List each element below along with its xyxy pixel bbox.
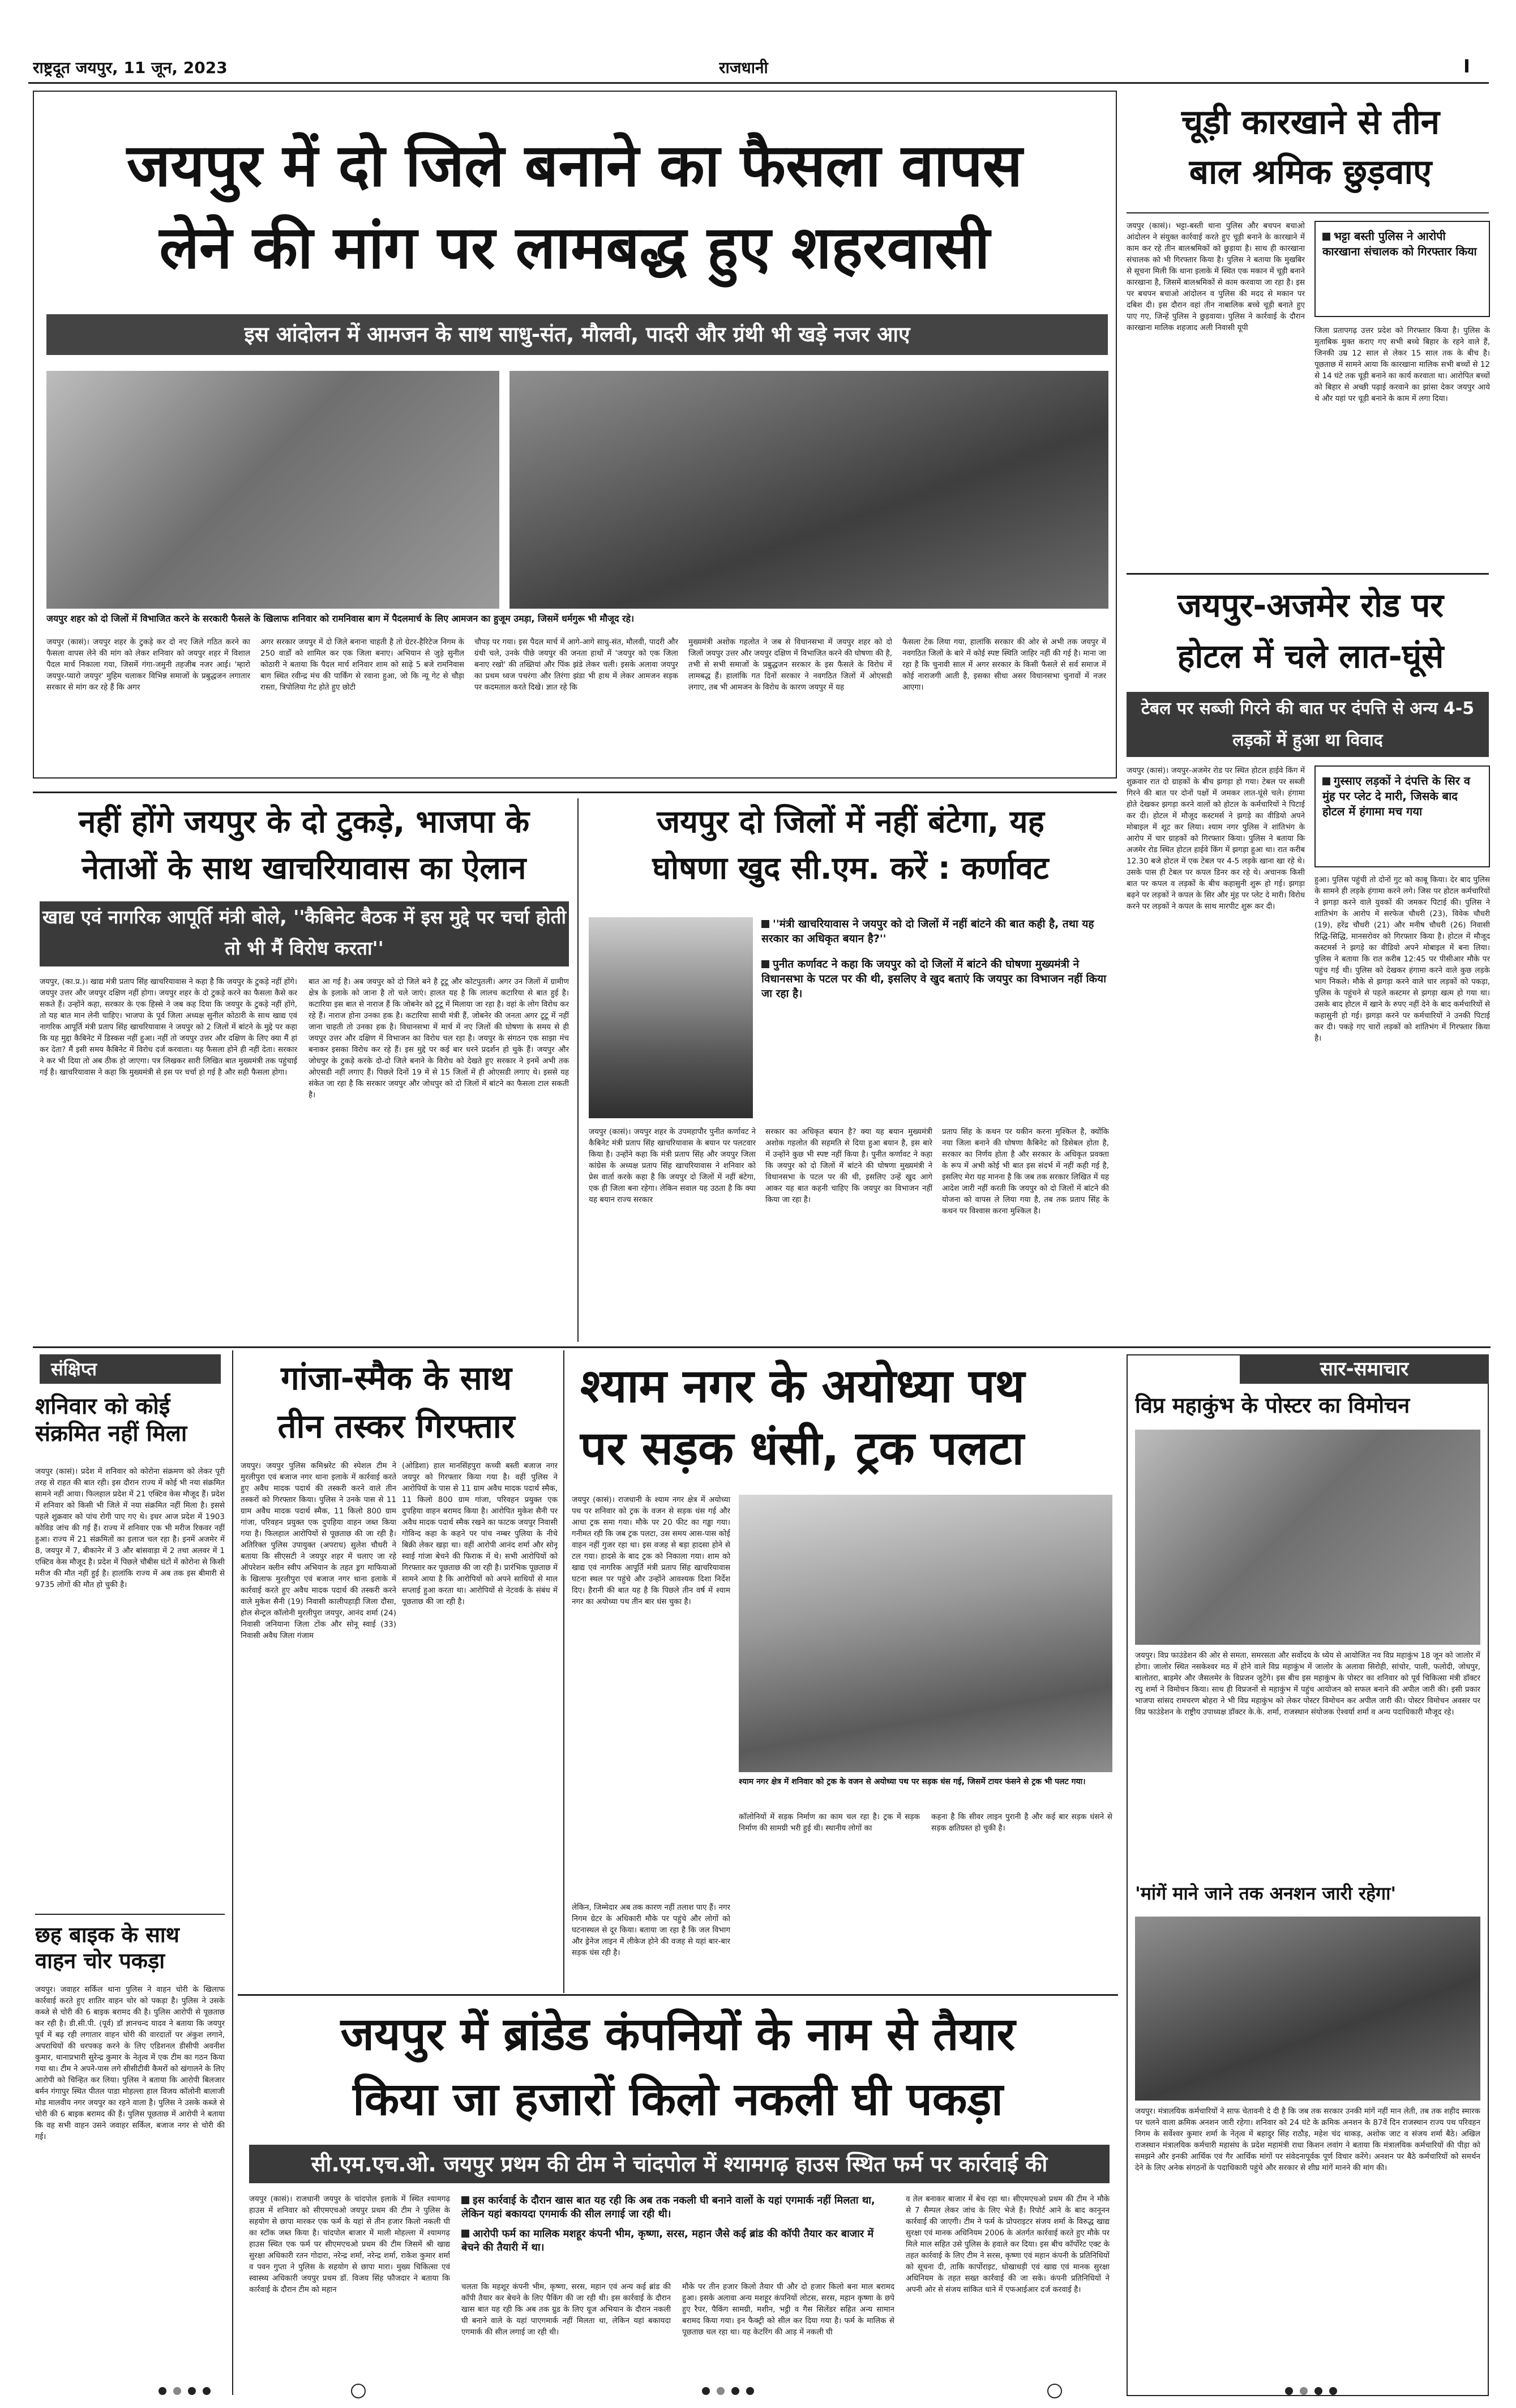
lead-body-col4: मुख्यमंत्री अशोक गहलोत ने जब से विधानसभा में जयपुर शहर को दो जिलों जयपुर उत्तर और जयपुर दक्षिण में विभाजित करने की घोषणा की है, तभी से सभी समाजों के प्रबुद्धजन सरकार के इस फैसले के विरोध में लामबद्ध हैं। हालांकि गत दिनों सरकार ने नवगठित जिलों में ओएसडी लगाए, तब भी आमजन के विरोध के कारण जयपुर में यह: [688, 638, 892, 692]
karnawat-bullet: पुनीत कर्णावट ने कहा कि जयपुर को दो जिलों में बांटने की घोषणा मुख्यमंत्री ने विधानसभा के पटल पर की थी, इसलिए वे खुद बताएं कि जयपुर का विभाजन नहीं किया जा रहा है।: [761, 958, 1107, 1000]
ghee-bullet1: इस कार्रवाई के दौरान खास बात यह रही कि अब तक नकली घी बनाने वालों के यहां एगमार्क नहीं मिलता था, लेकिन यहां बकायदा एगमार्क की सील लगाई जा रही थी।: [461, 2195, 875, 2221]
header-rule: [28, 82, 1489, 84]
header-date: राष्ट्रदूत जयपुर, 11 जून, 2023: [33, 58, 228, 77]
ghee-band: सी.एम.एच.ओ. जयपुर प्रथम की टीम ने चांदपोल में श्यामगढ़ हाउस स्थित फर्म पर कार्रवाई की: [249, 2145, 1110, 2183]
kachariyawas-headline-line2: नेताओं के साथ खाचरियावास का ऐलान: [82, 850, 526, 886]
color-registration-dots-center: [702, 2386, 793, 2400]
kachariyawas-headline-line1: नहीं होंगे जयपुर के दो टुकड़े, भाजपा के: [78, 803, 530, 840]
kachariyawas-band: खाद्य एवं नागरिक आपूर्ति मंत्री बोले, ''कैबिनेट बैठक में इस मुद्दे पर चर्चा होती तो भी मैं विरोध करता'': [40, 901, 569, 966]
bangle-headline-line1: चूड़ी कारखाने से तीन: [1181, 102, 1440, 142]
bangle-rule: [1127, 212, 1489, 213]
hotel-body-col2: हुआ। पुलिस पहुंची तो दोनों गुट को काबू किया। देर बाद पुलिस के सामने ही लड़के हंगामा करने लगे। जिस पर होटल कर्मचारियों ने झगड़ा करने वाले युवकों की जमकर पिटाई की। पुलिस ने शांतिभंग के आरोप में सरफेज चौधरी (23), विवेक चौधरी (19), हरेंद्र चौधरी (21) और मनीष चौधरी (26) निवासी रिद्धि-सिद्धि, मानसरोवर को गिरफ्तार किया है। होटल में मौजूद कस्टमर्स ने झगड़े का वीडियो अपने मोबाइल में बना लिया। पुलिस ने बताया कि रात करीब 12:45 पर पीसीआर मौके पर पहुंच गई थी। पुलिस को देखकर हंगामा करने वाले कुछ लड़के भाग निकले। मौके से झगड़ा करने वाले चार लड़कों को पकड़ा, पुलिस के पहुंचने से पहले कस्टमर से झगड़ा खत्म हो गया था। उसके बाद होटल में खाने के रुपए नहीं देने के बाद कर्मचारियों से कहासुनी हो गई। झगड़ा करने पर कर्मचारियों ने उनकी पिटाई कर दी। पकड़े गए चारों लड़कों को शांतिभंग में गिरफ्तार किया है।: [1314, 875, 1490, 1043]
bullet-square-icon: [761, 920, 769, 928]
saar-item1-photo: [1135, 1430, 1480, 1645]
briefs-label: संक्षिप्त: [40, 1354, 221, 1384]
brief2-headline: छह बाइक के साथ वाहन चोर पकड़ा: [35, 1922, 179, 1973]
shyam-photo-caption: श्याम नगर क्षेत्र में शनिवार को ट्रक के वजन से अयोध्या पथ पर सड़क धंस गई, जिसमें टायर फंसने से ट्रक भी पलट गया।: [739, 1777, 1086, 1786]
bullet-square-icon: [1322, 777, 1330, 785]
mid-rule-top: [33, 792, 1117, 793]
ghee-body-col4: व तेल बनाकर बाजार में बेच रहा था। सीएमएचओ प्रथम की टीम ने मौके से 7 सैम्पल लेकर जांच के लिए भेजे हैं। रिपोर्ट आने के बाद कानूनन कार्रवाई की जाएगी। टीम ने फर्म के प्रोपराइटर संजय शर्मा के विरुद्ध खाद्य सुरक्षा एवं मानक अधिनियम 2006 के अंतर्गत कार्रवाई करते हुए मौके पर मिले माल सहित उसे पुलिस के हवाले कर दिया। इस बीच कॉर्पोरेट एक्ट के तहत कार्रवाई के लिए टीम ने सरस, कृष्णा एवं महान कंपनी के प्रतिनिधियों को सूचना दी, ताकि कार्पोराइट, धोखाधड़ी एवं खाद्य एवं मानक सुरक्षा अधिनियम के तहत सख्त कार्रवाई की जा सके। कंपनी प्रतिनिधियों ने अपनी ओर से संजय सांकित धाने में एफआईआर दर्ज करवाई है।: [906, 2195, 1110, 2294]
lead-photo-2: [509, 371, 1108, 609]
hotel-headline-line1: जयपुर-अजमेर रोड पर: [1177, 586, 1444, 625]
lead-headline-line1: जयपुर में दो जिले बनाने का फैसला वापस: [126, 131, 1023, 200]
karnawat-headline-line1: जयपुर दो जिलों में नहीं बंटेगा, यह: [657, 803, 1044, 840]
shyam-truck-photo: [739, 1495, 1112, 1772]
karnawat-body-col1: जयपुर (कासं)। जयपुर शहर के उपमहापौर पुनीत कर्णावट ने कैबिनेट मंत्री प्रताप सिंह खाचरियावास के बयान पर पलटवार किया है। उन्होंने कहा कि मंत्री प्रताप सिंह और जयपुर जिला कांग्रेस के अध्यक्ष प्रताप सिंह खाचरियावास ने शनिवार को प्रेस वार्ता करके कहा है कि जयपुर दो जिलों में नहीं बंटेगा, एक ही जिला बना रहेगा। लेकिन सवाल यह उठता है कि क्या यह बयान राज्य सरकार: [589, 1127, 756, 1204]
karnawat-body-col2: सरकार का अधिकृत बयान है? क्या यह बयान मुख्यमंत्री अशोक गहलोत की सहमति से दिया हुआ बयान है, इस बारे में उन्होंने कुछ भी स्पष्ट नहीं किया है। पुनीत कर्णावट ने कहा कि जयपुर को दो जिलों में बांटने की घोषणा मुख्यमंत्री ने विधानसभा के पटल पर की थी, इसलिए उन्हें खुद आगे आकर यह बात कहनी चाहिए कि जयपुर का विभाजन नहीं किया जा रहा है।: [765, 1127, 932, 1204]
karnawat-headline-line2: घोषणा खुद सी.एम. करें : कर्णावट: [652, 850, 1049, 886]
color-registration-dots-right: [1285, 2386, 1376, 2400]
bangle-body-col2: जिला प्रतापगढ़ उत्तर प्रदेश को गिरफ्तार किया है। पुलिस के मुताबिक मुक्त कराए गए सभी बच्चे बिहार के रहने वाले हैं, जिनकी उम्र 12 साल से लेकर 15 साल तक के बीच है। पूछताछ में सामने आया कि कारखाना मालिक सभी बच्चों से 12 से 14 घंटे तक चूड़ी बनाने का कार्य करवाता था। आरोपित बच्चों को बिहार से अच्छी पढ़ाई करवाने का झांसा देकर जयपुर आये थे और यहां पर चूड़ी बनाने के काम में लगा दिया।: [1314, 326, 1490, 403]
shyam-headline-line2: पर सड़क धंसी, ट्रक पलटा: [580, 1422, 1024, 1475]
ganja-body-col1: जयपुर। जयपुर पुलिस कमिश्नरेट की स्पेशल टीम ने मुरलीपुरा एवं बजाज नगर थाना इलाके में कार्रवाई करते हुए अवैध मादक पदार्थ की तस्करी करने वाले तीन तस्करों को गिरफ्तार किया। पुलिस ने उनके पास से 11 ग्राम अवैध मादक पदार्थ स्मैक, 11 किलो 800 ग्राम गांजा, परिवहन प्रयुक्त एक दुपहिया वाहन जब्त किया गया है। फिलहाल आरोपियों से पूछताछ की जा रही है। अतिरिक्त पुलिस उपायुक्त (अपराध) सुलेश चौधरी ने बताया कि सीएसटी ने जयपुर शहर में चलाए जा रहे ऑपरेशन क्लीन स्वीप अभियान के तहत ड्रग माफियाओं के खिलाफ मुरलीपुरा एवं बजाज नगर थाना इलाके में कार्रवाई करते हुए अवैध मादक पदार्थ की तस्करी करने वाले मुकेश सैनी (19) निवासी कालीपहाड़ी जिला दौसा, होल सेन्ट्रल कॉलोनी मुरलीपुरा जयपुर, आनंद शर्मा (24) निवासी जनियाना जिला टोंक और सोनू स्वाई (33) निवासी अवैध जिला गंजाम: [241, 1461, 396, 1640]
lead-headline-line2: लेने की मांग पर लामबद्ध हुए शहरवासी: [159, 213, 990, 282]
briefs-divider: [232, 1350, 233, 2395]
lead-body-col3: चौपड़ पर गया। इस पैदल मार्च में आगे-आगे साधु-संत, मौलवी, पादरी और ग्रंथी चले, उनके पीछे जयपुर की जनता हाथों में 'जयपुर को एक जिला बनाए रखो' की तख्तियां और पिंक झंडे लेकर चली। इसके अलावा जयपुर का प्रथम ध्वज पचरंगा और तिरंगा झंडा भी हाथ में लेकर आमजन सड़क पर कदमताल करते दिखे। ज्ञात रहे कि: [474, 638, 678, 692]
ghee-bullets: [461, 2194, 894, 2276]
ganja-headline-line2: तीन तस्कर गिरफ्तार: [277, 1407, 515, 1445]
karnawat-body-col3: प्रताप सिंह के कथन पर यकीन करना मुश्किल है, क्योंकि नया जिला बनाने की घोषणा कैबिनेट को डिसेबल होता है, सरकार का निर्णय होता है और सरकार के अधिकृत प्रवक्ता के रूप में अभी कोई भी बात इस संदर्भ में नहीं कही गई है, इसलिए मेरा यह मानना है कि जब तक सरकार लिखित में यह आदेश जारी नहीं करती कि जयपुर को दो जिलों में बांटने की योजना को वापस ले लिया गया है, तब तक प्रताप सिंह के कथन पर विश्वास करना मुश्किल है।: [942, 1127, 1109, 1216]
ghee-rule-top: [238, 1994, 1118, 1996]
hotel-body-col1: जयपुर (कासं)। जयपुर-अजमेर रोड पर स्थित होटल हाईवे किंग में शुक्रवार रात दो ग्राहकों के बीच झगड़ा हो गया। टेबल पर सब्जी गिरने की बात पर दोनों पक्षों में जमकर लात-घूंसे चले। हंगामा होते देखकर झगड़ा करने वालों को होटल के कर्मचारियों ने पिटाई कर दी। होटल में मौजूद कस्टमर्स ने झगड़े का वीडियो अपने मोबाइल में शूट कर लिया। श्याम नगर पुलिस ने शांतिभंग के आरोप में चार ग्राहकों को गिरफ्तार किया। पुलिस ने बताया कि अजमेर रोड स्थित होटल हाईवे किंग में झगड़ा हुआ था। रात करीब 12.30 बजे होटल में एक टेबल पर 4-5 लड़के खाना खा रहे थे। उसके पास ही टेबल पर कपल डिनर कर रहे थे। अचानक किसी बात पर कपल व लड़कों के बीच कहासुनी शुरू हो गई। झगड़ा बढ़ने पर लड़कों ने कपल के सिर और मुंह पर प्लेट दे मारी। विरोध करने पर लड़कों ने कपल के साथ मारपीट शुरू कर दी।: [1127, 766, 1305, 911]
bangle-bullet-box: [1314, 221, 1490, 317]
hotel-bullet: गुस्साए लड़कों ने दंपत्ति के सिर व मुंह पर प्लेट दे मारी, जिसके बाद होटल में हंगामा मच गया: [1322, 774, 1471, 818]
hotel-band: टेबल पर सब्जी गिरने की बात पर दंपत्ति से अन्य 4-5 लड़कों में हुआ था विवाद: [1127, 692, 1489, 757]
ganja-divider: [563, 1350, 564, 1993]
saar-item2-headline: 'मांगें माने जाने तक अनशन जारी रहेगा': [1135, 1883, 1397, 1904]
ganja-body-col2: (ओडिशा) हाल मानसिंहपुरा कच्ची बस्ती बजाज नगर जयपुर को गिरफ्तार किया गया है। वहीं पुलिस ने आरोपियों के पास से 11 ग्राम अवैध मादक पदार्थ स्मैक, 11 किलो 800 ग्राम गांजा, परिवहन प्रयुक्त एक दुपहिया वाहन बरामद किया है। आरोपित मुकेश सैनी पर अवैध मादक पदार्थ स्मैक रखने का फाटक जयपुर निवासी गोविन्द कहा के कहने पर पांच नम्बर पुलिया के नीचे बिक्री लेकर खड़ा था। वहीं आरोपी आनंद शर्मा और सोनू स्वाई गांजा बेचने की फिराक में थे। सभी आरोपियों को गिरफ्तार कर पूछताछ की जा रही है। प्रारंभिक पूछताछ में सामने आया है कि आरोपियों को अपने साथियों से माल सप्लाई हुआ करता था। आरोपियों से नेटवर्क के संबंध में पूछताछ की जा रही है।: [402, 1461, 558, 1606]
lower-rule-top: [33, 1346, 1491, 1348]
ghee-body-col2: चलता कि महशूर कंपनी भीम, कृष्णा, सरस, महान एवं अन्य कई ब्रांड की कॉपी तैयार कर बेचने के लिए पैकिंग की जा रही थी। इस कार्रवाई के दौरान खास बात यह रही कि अब तक ग्रुड के लिए यूज अभियान के दौरान नकली घी बनाने वाले के यहां पाएगमार्क नहीं मिलता था, लेकिन यहां बकायदा एगमार्क की सील लगाई जा रही थी।: [461, 2282, 671, 2337]
lead-body-col5: फैसला टेक लिया गया, हालांकि सरकार की ओर से अभी तक जयपुर में नवगठित जिलों के बारे में कोई स्पष्ट स्थिति जाहिर नहीं की गई है। माना जा रहा है कि चुनावी साल में अगर सरकार के किसी फैसले से सर्व समाज में कोई नाराजगी आती है, इसका सीधा असर विधानसभा चुनावों में नजर आएगा।: [902, 638, 1106, 692]
shyam-body-col3: कॉलोनियों में सड़क निर्माण का काम चल रहा है। ट्रक में सड़क निर्माण की सामग्री भरी हुई थी। स्थानीय लोगों का: [739, 1812, 920, 1833]
shyam-body-col2: लेकिन, जिम्मेदार अब तक कारण नहीं तलाश पाए हैं। नगर निगम ग्रेटर के अधिकारी मौके पर पहुंचे और लोगों को घटनास्थल से दूर किया। बताया जा रहा है कि जल विभाग और ड्रेनेज लाइन में लीकेज होने की वजह से यहां बार-बार सड़क धंस रही है।: [572, 1903, 730, 1957]
brief1-headline: शनिवार को कोई संक्रमित नहीं मिला: [35, 1393, 187, 1447]
section-title: राजधानी: [719, 58, 768, 77]
bullet-square-icon: [461, 2196, 469, 2204]
bullet-square-icon: [1322, 233, 1330, 241]
saar-item1-body: जयपुर। विप्र फाउंडेशन की ओर से समता, समरसता और सर्वोदय के ध्येय से आयोजित नव विप्र महाकुंभ 18 जून को जालोर में होगा। जालोर स्थित नसकेश्वर मठ में होने वाले विप्र महाकुंभ में जालोर के अलावा सिरोही, सांचोर, पाली, फलोदी, जोधपुर, बालोतरा, बाड़मेर और जैसलमेर के विप्रजन जुटेंगे। इस बीच इस महाकुंभ के पोस्टर का शनिवार को पूर्व चिकित्सा मंत्री डॉक्टर रघु शर्मा ने विमोचन किया। साथ ही विप्रजनों से महाकुंभ में पहुंच आयोजन को सफल बनाने की अपील जारी की। इसी प्रकार भाजपा सांसद रामचरण बोहरा ने भी विप्र महाकुंभ को लेकर पोस्टर विमोचन कर अपील जारी की। पोस्टर विमोचन अवसर पर विप्र फाउंडेशन के राष्ट्रीय उपाध्यक्ष डॉक्टर के.के. शर्मा, राजस्थान संयोजक ऐश्वर्या शर्मा व अन्य पदाधिकारी मौजूद रहे।: [1135, 1651, 1480, 1717]
kachariyawas-body-col1: जयपुर, (का.प्र.)। खाद्य मंत्री प्रताप सिंह खाचरियावास ने कहा है कि जयपुर के टुकड़े नहीं होंगे। जयपुर उत्तर और जयपुर दक्षिण नहीं होगा। जयपुर शहर के दो टुकड़े करने का फैसला कैसे कर सकते हैं। उन्होंने कहा, सरकार के एक हिस्से ने जब कह दिया कि जयपुर के टुकड़े नहीं होंगे, तो यह बात मान लेनी चाहिए। भाजपा के पूर्व जिला अध्यक्ष सुनील कोठारी के साथ खाद्य एवं नागरिक आपूर्ति मंत्री प्रताप सिंह खाचरियावास ने जयपुर को 2 जिलों में बांटने के मुद्दे पर कहा कि यह मुद्दा कैबिनेट में डिस्कस नहीं हुआ। नहीं तो जयपुर उत्तर और दक्षिण के लिए क्या मैं हां कर देता? मैं इसी समय कैबिनेट में विरोध दर्ज करवाता। यह फैसला होने ही नहीं देता। सरकार ने कर भी दिया तो अब ठीक हो जाएगा। पत्र लिखकर सारी लिखित बात मुख्यमंत्री तक पहुंचाई गई है। खाचरियावास ने कहा कि मुख्यमंत्री से इस पर चर्चा हो गई है और सही फैसला होगा।: [40, 977, 297, 1077]
bangle-body-col1: जयपुर (कासं)। भट्टा-बस्ती थाना पुलिस और बचपन बचाओ आंदोलन ने संयुक्त कार्रवाई करते हुए चूड़ी बनाने के कारखाने में काम कर रहे तीन बालश्रमिकों को छुड़ाया है। साथ ही कारखाना संचालक को भी गिरफ्तार किया है। पुलिस ने बताया कि मुखबिर से सूचना मिली कि थाना इलाके में स्थित एक मकान में चूड़ी बनाने कारखाना है, जिसमें बालश्रमिकों से काम करवाया जा रहा है। इस पर बचपन बचाओ आंदोलन व पुलिस की मदद से मकान पर दबिश दी। इस दौरान वहां तीन नाबालिक बच्चे चूड़ी बनाते हुए पाए गए, जिन्हें पुलिस ने छुड़वाया। पुलिस ने कार्रवाई के दौरान कारखाना मालिक शहजाद अली निवासी यूपी: [1127, 221, 1305, 332]
bullet-square-icon: [461, 2230, 469, 2238]
lead-body-col1: जयपुर (कासं)। जयपुर शहर के टुकड़े कर दो नए जिले गठित करने का फैसला वापस लेने की मांग को लेकर शनिवार को जयपुर शहर में विशाल पैदल मार्च निकाला गया, जिसमें गंगा-जमुनी तहजीब नजर आई। 'म्हारो जयपुर-प्यारो जयपुर' मुहिम चलाकर विभिन्न समाजों के प्रबुद्धजन लगातार सरकार से मांग कर रहे हैं कि अगर: [46, 638, 250, 692]
ganja-headline-line1: गांजा-स्मैक के साथ: [281, 1359, 512, 1397]
page-number: I: [1463, 55, 1470, 77]
brief1-body: जयपुर (कासं)। प्रदेश में शनिवार को कोरोना संक्रमण को लेकर पूरी तरह से राहत की बात रही। इस दौरान राज्य में कोई भी नया संक्रमित सामने नहीं आया। फिलहाल प्रदेश में 21 एक्टिव केस मौजूद हैं। प्रदेश में शनिवार को किसी भी जिले में नया संक्रमित नहीं मिला है। इससे पहले शुक्रवार को पांच रोगी पाए गए थे। इधर आज प्रदेश में 1903 कोविड जांच की गई हैं। राज्य में शनिवार एक भी मरीज रिकवर नहीं हुआ। राज्य में 21 संक्रमितों का इलाज चल रहा है। इनमें अजमेर में 8, जयपुर में 7, बीकानेर में 3 और बांसवाड़ा में 2 तथा अलवर में 1 एक्टिव केस मौजूद है। प्रदेश में पिछले चौबीस घंटों में कोरोना से किसी मरीज की मौत नहीं हुई है। हालांकि राज्य में अब तक इस बीमारी से 9735 लोगों की मौत हो चुकी है।: [35, 1467, 225, 1589]
ghee-body-col1: जयपुर (कासं)। राजधानी जयपुर के चांदपोल इलाके में स्थित श्यामगढ़ हाउस में शनिवार को सीएमएचओ जयपुर प्रथम की टीम ने पुलिस के सहयोग से छापा मारकर एक फर्म के यहां से तीन हजार किलो नकली घी का स्टॉक जब्त किया है। चांदपोल बाजार में माली मोहल्ला में श्यामगढ़ हाउस स्थित एक फर्म पर सीएमएचओ प्रथम की टीम जिसमें श्री खाद्य सुरक्षा अधिकारी रतन गोदारा, नरेन्द्र शर्मा, नरेन्द्र शर्मा, राकेश कुमार शर्मा व पवन गुप्ता ने पुलिस के सहयोग से छापा मारा। मुख्य चिकित्सा एवं स्वास्थ्य अधिकारी जयपुर प्रथम डॉ. विजय सिंह फौजदार ने बताया कि कार्रवाई के दौरान टीम को महान: [249, 2195, 450, 2294]
saar-item2-body: जयपुर। मंत्रालयिक कर्मचारियों ने साफ चेतावनी दे दी है कि जब तक सरकार उनकी मांगें नहीं मान लेती, तब तक शहीद स्मारक पर चलने वाला क्रमिक अनशन जारी रहेगा। शनिवार को 24 घंटे के क्रमिक अनशन के 87वें दिन राजस्थान राज्य पथ परिवहन निगम के सर्वेश्वर कुमार शर्मा के नेतृत्व में बहादुर सिंह राठौड़, महेश चंद थाकड़, अशोक जाट व संजय शर्मा बैठे। अखिल राजस्थान मंत्रालयिक कर्मचारी महासंघ के प्रदेश महामंत्री राधा किशन लवांग ने बताया कि मंत्रालयिक कर्मचारियों की पीड़ा को समझने और इनकी आर्थिक एवं गैर आर्थिक मांगों पर संवेदनापूर्वक पूर्ण विचार करेंगे। अनशन पर बैठे कर्मचारियों को समर्थन देने के लिए अनेक संगठनों के पदाधिकारी पहुंचे और सरकार से शीघ्र मांगें मानने की मांग की।: [1135, 2107, 1480, 2172]
brief-divider: [35, 1914, 225, 1915]
shyam-body-col1: जयपुर (कासं)। राजधानी के श्याम नगर क्षेत्र में अयोध्या पथ पर शनिवार को ट्रक के वजन से सड़क धंस गई और आधा ट्रक समा गया। मौके पर 20 फीट का गड्ढा गया। गनीमत रही कि जब ट्रक पलटा, उस समय आस-पास कोई वाहन नहीं गुजर रहा था। इस वजह से बड़ा हादसा होने से टल गया। हादसे के बाद ट्रक को निकाला गया। शाम को खाद्य एवं नागरिक आपूर्ति मंत्री प्रताप सिंह खाचरियावास घटना स्थल पर पहुंचे और उन्होंने आवश्यक दिशा निर्देश दिए। हैरानी की बात यह है कि पिछले तीन वर्ष में श्याम नगर का अयोध्या पथ तीन बार धंस चुका है।: [572, 1495, 730, 1606]
shyam-body-col4: कहना है कि सीवर लाइन पुरानी है और कई बार सड़क धंसने से सड़क क्षतिग्रस्त हो चुकी है।: [931, 1812, 1112, 1833]
hotel-headline-line2: होटल में चले लात-घूंसे: [1177, 637, 1444, 675]
ghee-headline-line2: किया जा हजारों किलो नकली घी पकड़ा: [353, 2073, 1003, 2125]
ghee-headline-line1: जयपुर में ब्रांडेड कंपनियों के नाम से तैयार: [340, 2008, 1016, 2060]
bullet-square-icon: [761, 960, 769, 968]
karnawat-quote-box: [761, 917, 1110, 1118]
saar-item2-photo: [1135, 1917, 1480, 2101]
registration-crosshair-icon: [351, 2384, 366, 2398]
kachariyawas-body-col2: बात आ गई है। अब जयपुर को दो जिले बने है टूटू और कोटपुतली। अगर उन जिलों में ग्रामीण क्षेत्र के इलाके को जाना है तो चले जाएं। हालत यह है कि लालच कटारिया से बात हुई है। कटारिया इस बात से नाराज हैं कि जोबनेर को टूटू में मिलाया जा रहा है। वहां के लोग विरोध कर रहे हैं। नाराज होना उनका हक है। कटारिया साथी मंत्री हैं, जोबनेर की जनता अगर टूटू में नहीं जाना चाहती तो उनका हक है। विधानसभा में मार्च में नए जिलों की घोषणा के समय से ही जयपुर उत्तर और दक्षिण में विभाजन का विरोध चल रहा है। जयपुर के संगठन एक साझा मंच बनाकर इसका विरोध कर रहे हैं। इस मुद्दे पर कई बार धरने प्रदर्शन हो चुके हैं। जयपुर और जोधपुर के टुकड़े करके दो-दो जिले बनाने के विरोध को देखते हुए सरकार ने इनमें अभी तक ओएसडी नहीं लगाए हैं। पिछले दिनों 19 में से 15 जिलों में ही ओएसडी लगाए थे। इससे यह संकेत जा रहा है कि सरकार जयपुर और जोधपुर को दो जिलों में बांटने का फैसला टाल सकती है।: [309, 977, 569, 1100]
lead-photo-1: [46, 371, 499, 609]
color-registration-dots-left: [159, 2386, 249, 2400]
shyam-headline-line1: श्याम नगर के अयोध्या पथ: [580, 1359, 1025, 1413]
saar-label: सार-समाचार: [1240, 1354, 1489, 1384]
lead-photo-caption: जयपुर शहर को दो जिलों में विभाजित करने के सरकारी फैसले के खिलाफ शनिवार को रामनिवास बाग में पैदलमार्च के लिए आमजन का हुजूम उमड़ा, जिसमें धर्मगुरू भी मौजूद रहे।: [46, 613, 635, 624]
ghee-bullet2: आरोपी फर्म का मालिक मशहूर कंपनी भीम, कृष्णा, सरस, महान जैसे कई ब्रांड की कॉपी तैयार कर बाजार में बेचने की तैयारी में था।: [461, 2227, 874, 2253]
karnawat-portrait: [589, 917, 753, 1118]
hotel-bullet-box: [1314, 765, 1490, 867]
brief2-body: जयपुर। जवाहर सर्किल थाना पुलिस ने वाहन चोरी के खिलाफ कार्रवाई करते हुए शातिर वाहन चोर को पकड़ा है। पुलिस ने उसके कब्जे से चोरी की 6 बाइक बरामद की है। पुलिस आरोपी से पूछताछ कर रही है। डी.सी.पी. (पूर्व) डॉ ज्ञानचन्द यादव ने बताया कि जयपुर पूर्व में बढ़ रही लगातार वाहन चोरी की वारदातों पर अंकुश लगाने, अपराधियों की धरपकड़ करने के लिए एडिशनल डीसीपी अवनीश कुमार, थानाप्रभारी सुरेन्द्र कुमार के नेतृत्व में एक टीम का गठन किया गया था। टीम ने अपने-पास लगे सीसीटीवी कैमरों को खंगालने के लिए आरोपी को चिन्हित कर लिया। पुलिस ने बताया कि आरोपी बिलजार बर्मन गंगापुर स्थित पीतल पाडा मोहल्ला हाल विजय कॉलोनी बालाजी मोड मालवीय नगर जयपुर का रहने वाला है। पुलिस ने उसके कब्जे से चोरी की 6 बाइक बरामद की हैं। पुलिस पूछताछ में आरोपी ने बताया कि वह सभी वाहन उसने जवाहर सर्किल, बजाज नगर से चोरी की गई।: [35, 1985, 225, 2141]
mid-divider: [577, 798, 579, 1342]
karnawat-quote: ''मंत्री खाचरियावास ने जयपुर को दो जिलों में नहीं बांटने की बात कही है, तथा यह सरकार का अधिकृत बयान है?'': [761, 918, 1094, 945]
ghee-body-col3: मौके पर तीन हजार किलो तैयार घी और दो हजार किलो बना माल बरामद हुआ। इसके अलावा अन्य मशहूर कंपनियों लोटस, सरस, महान कृष्णा के छपे हुए रैपर, पैकिंग सामग्री, मशीन, भट्ठी व गैस सिलेंडर सहित अन्य सामान बरामद किया गया। इन फैक्ट्री को सील कर दिया गया है। फर्म के मालिक से पूछताछ चल रहा था। यह केटरिंग की आड़ में नकली घी: [682, 2282, 894, 2337]
hotel-rule-top: [1127, 573, 1489, 575]
bangle-bullet: भट्टा बस्ती पुलिस ने आरोपी कारखाना संचालक को गिरफ्तार किया: [1322, 229, 1477, 258]
lead-body-col2: अगर सरकार जयपुर में दो जिले बनाना चाहती है तो ग्रेटर-हैरिटेज निगम के 250 वार्डों को शामिल कर एक जिला बनाए। अभियान से जुड़े सुनील कोठारी ने बताया कि पैदल मार्च शनिवार शाम को साढ़े 5 बजे रामनिवास बाग स्थित रवीन्द्र मंच की पार्किंग से रवाना हुआ, जो कि न्यू गेट से चौड़ा रास्ता, त्रिपोलिया गेट होते हुए छोटी: [260, 638, 464, 692]
bangle-headline-line2: बाल श्रमिक छुड़वाए: [1189, 152, 1432, 192]
registration-crosshair-icon: [1047, 2384, 1062, 2398]
saar-item1-headline: विप्र महाकुंभ के पोस्टर का विमोचन: [1135, 1393, 1410, 1418]
lead-subhead: इस आंदोलन में आमजन के साथ साधु-संत, मौलवी, पादरी और ग्रंथी भी खड़े नजर आए: [46, 314, 1108, 355]
